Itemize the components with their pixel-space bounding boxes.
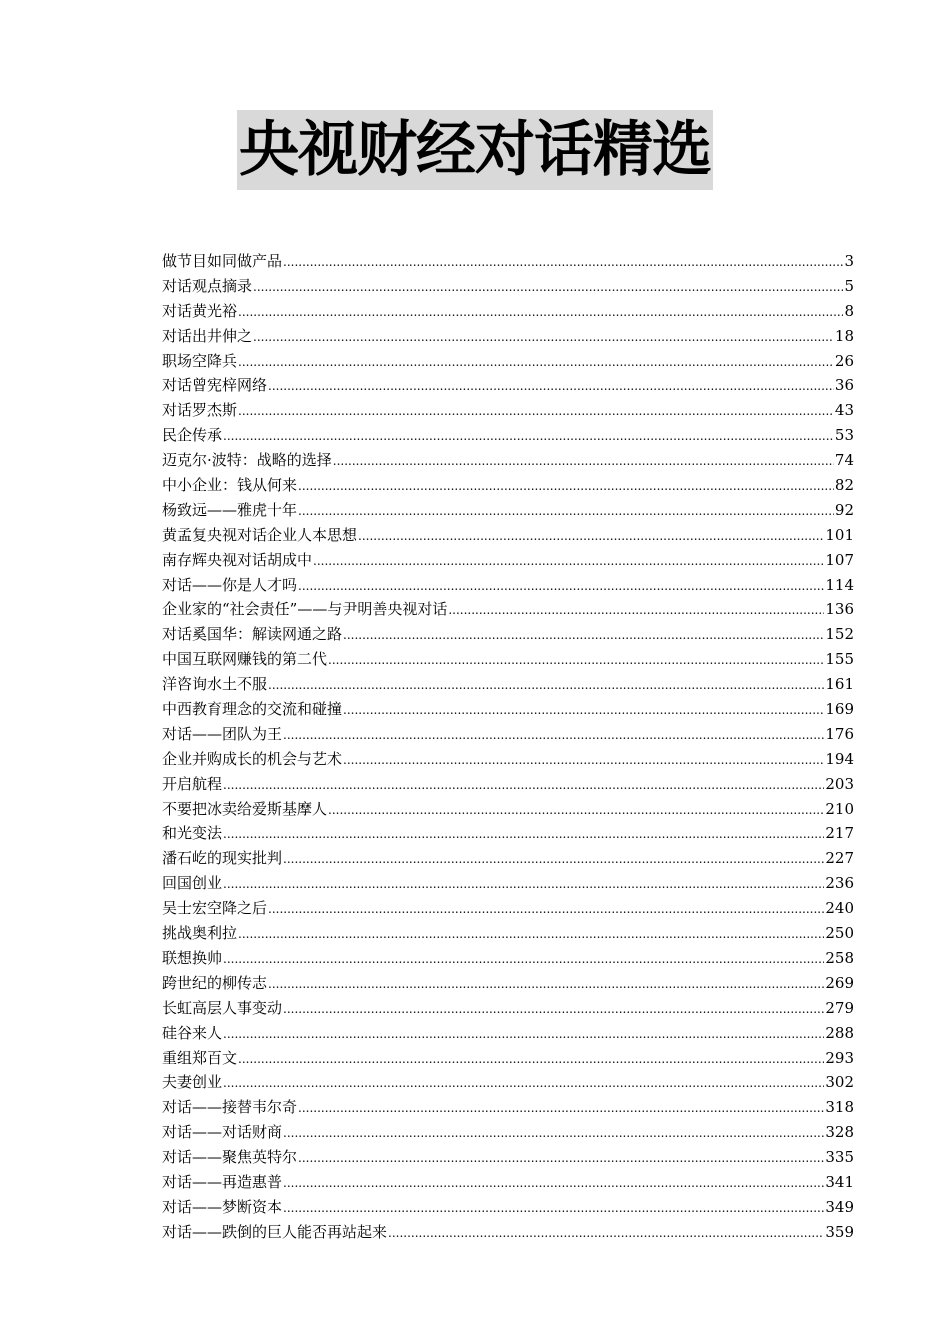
toc-entry[interactable] <box>162 871 854 896</box>
toc-entry[interactable] <box>162 573 854 598</box>
toc-entry-title: 中西教育理念的交流和碰撞 <box>162 700 343 719</box>
toc-dot-leader <box>268 897 824 921</box>
toc-entry-page-number: 74 <box>834 451 854 470</box>
toc-entry-title: 中国互联网赚钱的第二代 <box>162 650 328 669</box>
toc-entry[interactable] <box>162 299 854 324</box>
toc-entry[interactable] <box>162 1021 854 1046</box>
toc-entry-title: 对话——梦断资本 <box>162 1197 283 1216</box>
toc-dot-leader <box>358 524 824 548</box>
toc-entry-title: 对话——再造惠普 <box>162 1172 283 1191</box>
toc-entry[interactable] <box>162 523 854 548</box>
toc-entry-title: 不要把冰卖给爱斯基摩人 <box>162 799 328 818</box>
toc-entry-page-number: 341 <box>825 1172 854 1191</box>
toc-entry-page-number: 3 <box>844 252 854 270</box>
toc-entry[interactable] <box>162 896 854 921</box>
toc-entry-page-number: 293 <box>825 1048 854 1067</box>
toc-entry[interactable] <box>162 996 854 1021</box>
toc-entry-title: 对话——对话财商 <box>162 1123 283 1142</box>
toc-entry-title: 洋咨询水土不服 <box>162 675 268 694</box>
toc-entry-page-number: 169 <box>825 700 854 719</box>
toc-entry-title: 企业并购成长的机会与艺术 <box>162 749 343 768</box>
toc-dot-leader <box>238 300 843 324</box>
toc-entry[interactable] <box>162 324 854 349</box>
toc-entry-page-number: 349 <box>825 1197 854 1216</box>
title-area <box>0 110 950 190</box>
toc-entry-page-number: 18 <box>834 326 854 345</box>
toc-entry-title: 职场空降兵 <box>162 351 238 370</box>
toc-entry-title: 迈克尔·波特：战略的选择 <box>162 451 332 470</box>
toc-entry-title: 吴士宏空降之后 <box>162 899 268 918</box>
toc-dot-leader <box>223 947 824 971</box>
toc-entry-title: 杨致远——雅虎十年 <box>162 500 298 519</box>
toc-entry-page-number: 227 <box>825 849 854 868</box>
toc-entry-page-number: 101 <box>825 525 854 544</box>
toc-dot-leader <box>283 723 824 747</box>
toc-entry-title: 民企传承 <box>162 426 223 445</box>
toc-entry-page-number: 217 <box>825 824 854 843</box>
toc-entry[interactable] <box>162 1220 854 1245</box>
toc-dot-leader <box>268 972 824 996</box>
toc-entry[interactable] <box>162 1145 854 1170</box>
toc-entry[interactable] <box>162 1095 854 1120</box>
toc-entry[interactable] <box>162 1070 854 1095</box>
toc-dot-leader <box>328 798 824 822</box>
toc-entry-page-number: 318 <box>825 1098 854 1117</box>
toc-dot-leader <box>223 424 834 448</box>
toc-dot-leader <box>253 325 834 349</box>
toc-entry[interactable] <box>162 921 854 946</box>
toc-entry-page-number: 36 <box>834 376 854 395</box>
toc-dot-leader <box>343 698 824 722</box>
toc-entry-page-number: 194 <box>825 749 854 768</box>
toc-dot-leader <box>223 872 824 896</box>
toc-entry-page-number: 152 <box>825 625 854 644</box>
toc-entry-title: 黄孟复央视对话企业人本思想 <box>162 525 358 544</box>
toc-entry-page-number: 92 <box>834 500 854 519</box>
toc-entry[interactable] <box>162 821 854 846</box>
toc-entry-page-number: 279 <box>825 998 854 1017</box>
toc-entry-title: 夫妻创业 <box>162 1073 223 1092</box>
toc-dot-leader <box>283 1121 824 1145</box>
toc-entry-title: 回国创业 <box>162 874 223 893</box>
toc-entry[interactable] <box>162 1120 854 1145</box>
toc-dot-leader <box>298 499 834 523</box>
toc-entry-title: 南存辉央视对话胡成中 <box>162 550 313 569</box>
toc-entry-title: 对话观点摘录 <box>162 276 253 295</box>
toc-entry[interactable] <box>162 846 854 871</box>
toc-dot-leader <box>238 922 824 946</box>
toc-entry[interactable] <box>162 548 854 573</box>
toc-entry[interactable] <box>162 772 854 797</box>
toc-dot-leader <box>298 574 824 598</box>
toc-entry-page-number: 5 <box>844 276 854 295</box>
toc-entry-title: 重组郑百文 <box>162 1048 238 1067</box>
toc-dot-leader <box>283 847 824 871</box>
toc-entry[interactable] <box>162 697 854 722</box>
toc-entry-page-number: 176 <box>825 724 854 743</box>
toc-dot-leader <box>238 1047 824 1071</box>
toc-entry[interactable] <box>162 597 854 622</box>
toc-dot-leader <box>223 822 824 846</box>
toc-entry-title: 对话——你是人才吗 <box>162 575 298 594</box>
toc-entry[interactable] <box>162 647 854 672</box>
toc-entry-page-number: 335 <box>825 1148 854 1167</box>
toc-dot-leader <box>223 1071 824 1095</box>
toc-entry-page-number: 161 <box>825 675 854 694</box>
toc-entry-page-number: 240 <box>825 899 854 918</box>
toc-entry-title: 企业家的“社会责任”——与尹明善央视对话 <box>162 600 448 619</box>
toc-entry-title: 对话黄光裕 <box>162 301 238 320</box>
toc-entry-title: 长虹高层人事变动 <box>162 998 283 1017</box>
toc-dot-leader <box>298 1096 824 1120</box>
toc-entry[interactable] <box>162 946 854 971</box>
toc-entry[interactable] <box>162 1046 854 1071</box>
toc-dot-leader <box>333 449 834 473</box>
toc-entry-title: 对话奚国华：解读网通之路 <box>162 625 343 644</box>
toc-entry-page-number: 53 <box>834 426 854 445</box>
toc-dot-leader <box>283 1196 824 1220</box>
toc-entry[interactable] <box>162 797 854 822</box>
toc-dot-leader <box>448 598 824 622</box>
toc-entry[interactable] <box>162 747 854 772</box>
toc-dot-leader <box>238 350 834 374</box>
toc-entry[interactable] <box>162 1195 854 1220</box>
document-title: 央视财经对话精选 <box>237 110 713 190</box>
toc-dot-leader <box>223 1022 824 1046</box>
toc-entry[interactable] <box>162 448 854 473</box>
toc-entry-title: 硅谷来人 <box>162 1023 223 1042</box>
toc-entry[interactable] <box>162 473 854 498</box>
toc-entry[interactable] <box>162 722 854 747</box>
toc-entry-title: 对话——聚焦英特尔 <box>162 1148 298 1167</box>
toc-entry[interactable] <box>162 349 854 374</box>
toc-dot-leader <box>313 549 824 573</box>
toc-entry[interactable] <box>162 498 854 523</box>
toc-entry-page-number: 26 <box>834 351 854 370</box>
toc-entry-title: 对话出井伸之 <box>162 326 253 345</box>
toc-entry-title: 跨世纪的柳传志 <box>162 973 268 992</box>
toc-entry-page-number: 288 <box>825 1023 854 1042</box>
toc-entry-page-number: 136 <box>825 600 854 619</box>
toc-entry-title: 对话——跌倒的巨人能否再站起来 <box>162 1222 388 1241</box>
toc-entry[interactable] <box>162 1170 854 1195</box>
toc-dot-leader <box>253 275 843 299</box>
toc-dot-leader <box>328 648 824 672</box>
toc-entry-page-number: 114 <box>825 575 854 594</box>
toc-entry-title: 对话曾宪梓网络 <box>162 376 268 395</box>
toc-dot-leader <box>268 374 834 398</box>
toc-entry[interactable] <box>162 971 854 996</box>
toc-entry[interactable] <box>162 398 854 423</box>
toc-dot-leader <box>343 748 824 772</box>
toc-entry-title: 和光变法 <box>162 824 223 843</box>
toc-entry-page-number: 269 <box>825 973 854 992</box>
toc-dot-leader <box>298 1146 824 1170</box>
toc-entry[interactable] <box>162 672 854 697</box>
toc-entry-page-number: 359 <box>825 1222 854 1241</box>
toc-entry[interactable] <box>162 274 854 299</box>
toc-dot-leader <box>223 773 824 797</box>
toc-entry-page-number: 210 <box>825 799 854 818</box>
toc-entry-page-number: 203 <box>825 774 854 793</box>
toc-dot-leader <box>388 1221 824 1245</box>
toc-entry[interactable] <box>162 622 854 647</box>
toc-entry-title: 对话——接替韦尔奇 <box>162 1098 298 1117</box>
toc-dot-leader <box>268 673 824 697</box>
toc-entry-page-number: 250 <box>825 924 854 943</box>
toc-entry-title: 中小企业：钱从何来 <box>162 476 298 495</box>
toc-dot-leader <box>298 474 834 498</box>
toc-entry[interactable] <box>162 249 854 274</box>
toc-entry-page-number: 236 <box>825 874 854 893</box>
toc-entry-page-number: 302 <box>825 1073 854 1092</box>
toc-dot-leader <box>343 623 824 647</box>
table-of-contents <box>162 249 854 1245</box>
toc-entry-title: 开启航程 <box>162 774 223 793</box>
toc-entry-title: 联想换帅 <box>162 948 223 967</box>
toc-dot-leader <box>283 997 824 1021</box>
toc-dot-leader <box>283 250 843 274</box>
toc-entry-title: 对话——团队为王 <box>162 724 283 743</box>
toc-entry-page-number: 328 <box>825 1123 854 1142</box>
toc-entry-page-number: 8 <box>844 301 854 320</box>
toc-entry-page-number: 155 <box>825 650 854 669</box>
toc-entry-title: 对话罗杰斯 <box>162 401 238 420</box>
toc-entry-page-number: 82 <box>834 476 854 495</box>
toc-dot-leader <box>283 1171 824 1195</box>
toc-entry-title: 挑战奥利拉 <box>162 924 238 943</box>
toc-entry-page-number: 258 <box>825 948 854 967</box>
toc-dot-leader <box>238 399 834 423</box>
toc-entry-title: 潘石屹的现实批判 <box>162 849 283 868</box>
toc-entry[interactable] <box>162 373 854 398</box>
toc-entry-page-number: 43 <box>834 401 854 420</box>
toc-entry[interactable] <box>162 423 854 448</box>
toc-entry-page-number: 107 <box>825 550 854 569</box>
toc-entry-title: 做节目如同做产品 <box>162 252 283 270</box>
